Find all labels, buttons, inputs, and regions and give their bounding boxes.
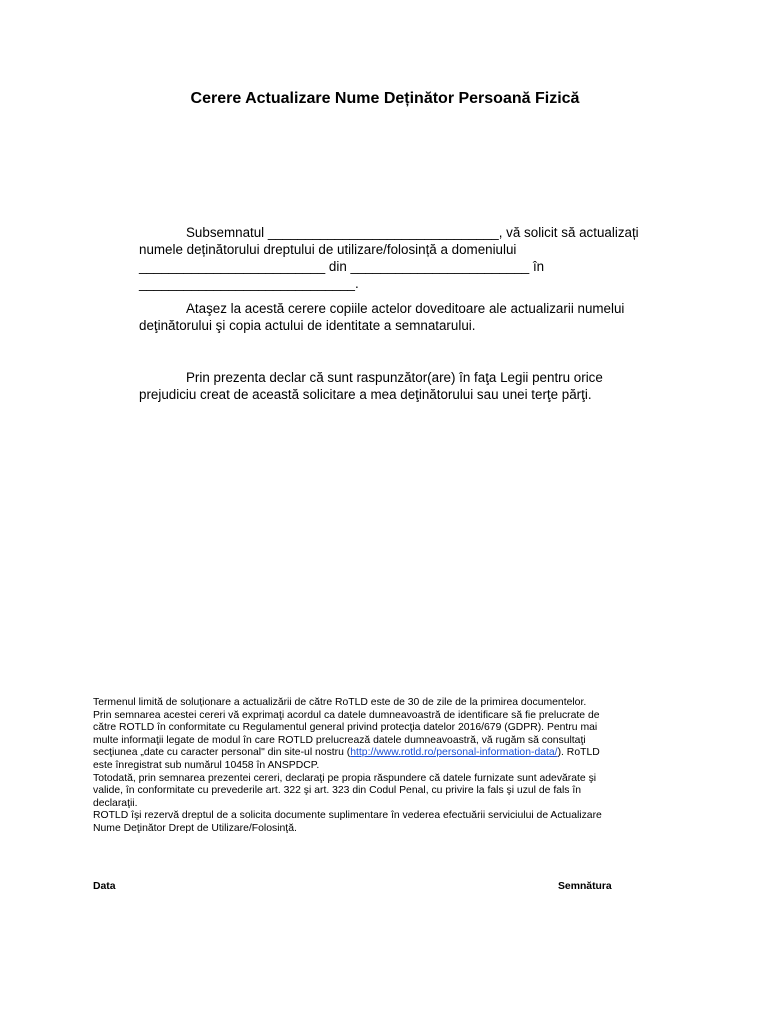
notice-line-6: este înregistrat sub numărul 10458 în ANSPDCP.: [93, 759, 320, 771]
request-paragraph: [139, 224, 679, 292]
notice-line-11: Nume Deţinător Drept de Utilizare/Folosinţă.: [93, 822, 297, 834]
notice-line-7: Totodată, prin semnarea prezentei cereri, declaraţi pe propia răspundere că datele furnizate sunt adevărate şi: [93, 772, 597, 784]
declaration-line-2: prejudiciu creat de această solicitare a mea deţinătorului sau unei terţe părţi.: [139, 387, 592, 402]
notice-line-10: ROTLD îşi rezervă dreptul de a solicita documente suplimentare în vederea efectuării serviciului de Actualizare: [93, 810, 602, 822]
notice-line-1: Termenul limită de soluționare a actualizării de către RoTLD este de 30 de zile de la primirea documentelor.: [93, 697, 587, 708]
request-line-2: numele deținătorului dreptului de utilizare/folosință a domeniului: [139, 242, 517, 257]
notice-line-2: Prin semnarea acestei cereri vă exprimaţi acordul ca datele dumneavoastră de identificare să fie prelucrate de: [93, 709, 600, 721]
declaration-line-1: Prin prezenta declar că sunt raspunzător(are) în faţa Legii pentru orice: [186, 370, 603, 385]
declaration-paragraph: [139, 369, 679, 403]
notice-line-4: multe informaţii legate de modul în care ROTLD prelucrează datele dumneavoastră, vă rugăm să consultaţi: [93, 734, 586, 746]
request-line-4: _____________________________.: [139, 276, 359, 291]
notice-line-5: secţiunea „date cu caracter personal" din site-ul nostru (http://www.rotld.ro/personal-information-data/). RoTLD: [93, 747, 600, 759]
document-title: Cerere Actualizare Nume Deținător Persoană Fizică: [190, 90, 580, 107]
date-label: Data: [93, 881, 116, 892]
signature-label: Semnătura: [558, 881, 612, 892]
notice-line-9: declaraţii.: [93, 797, 138, 809]
notice-line-3: către ROTLD în conformitate cu Regulamentul general privind protecţia datelor 2016/679 (GDPR). Pentru mai: [93, 722, 598, 734]
request-line-3: _________________________ din ________________________ în: [139, 259, 545, 274]
personal-data-link[interactable]: http://www.rotld.ro/personal-information-data/: [350, 747, 558, 759]
request-line-1: Subsemnatul _______________________________, vă solicit să actualizați: [186, 225, 639, 240]
attachments-paragraph: [139, 300, 679, 334]
notice-line-8: valide, în conformitate cu prevederile art. 322 şi art. 323 din Codul Penal, cu privire la fals şi uzul de fals în: [93, 785, 582, 797]
attachments-line-1: Ataşez la acestă cerere copiile actelor doveditoare ale actualizarii numelui: [186, 301, 625, 316]
attachments-line-2: deţinătorului şi copia actului de identitate a semnatarului.: [139, 318, 476, 333]
legal-notice: [93, 697, 678, 836]
